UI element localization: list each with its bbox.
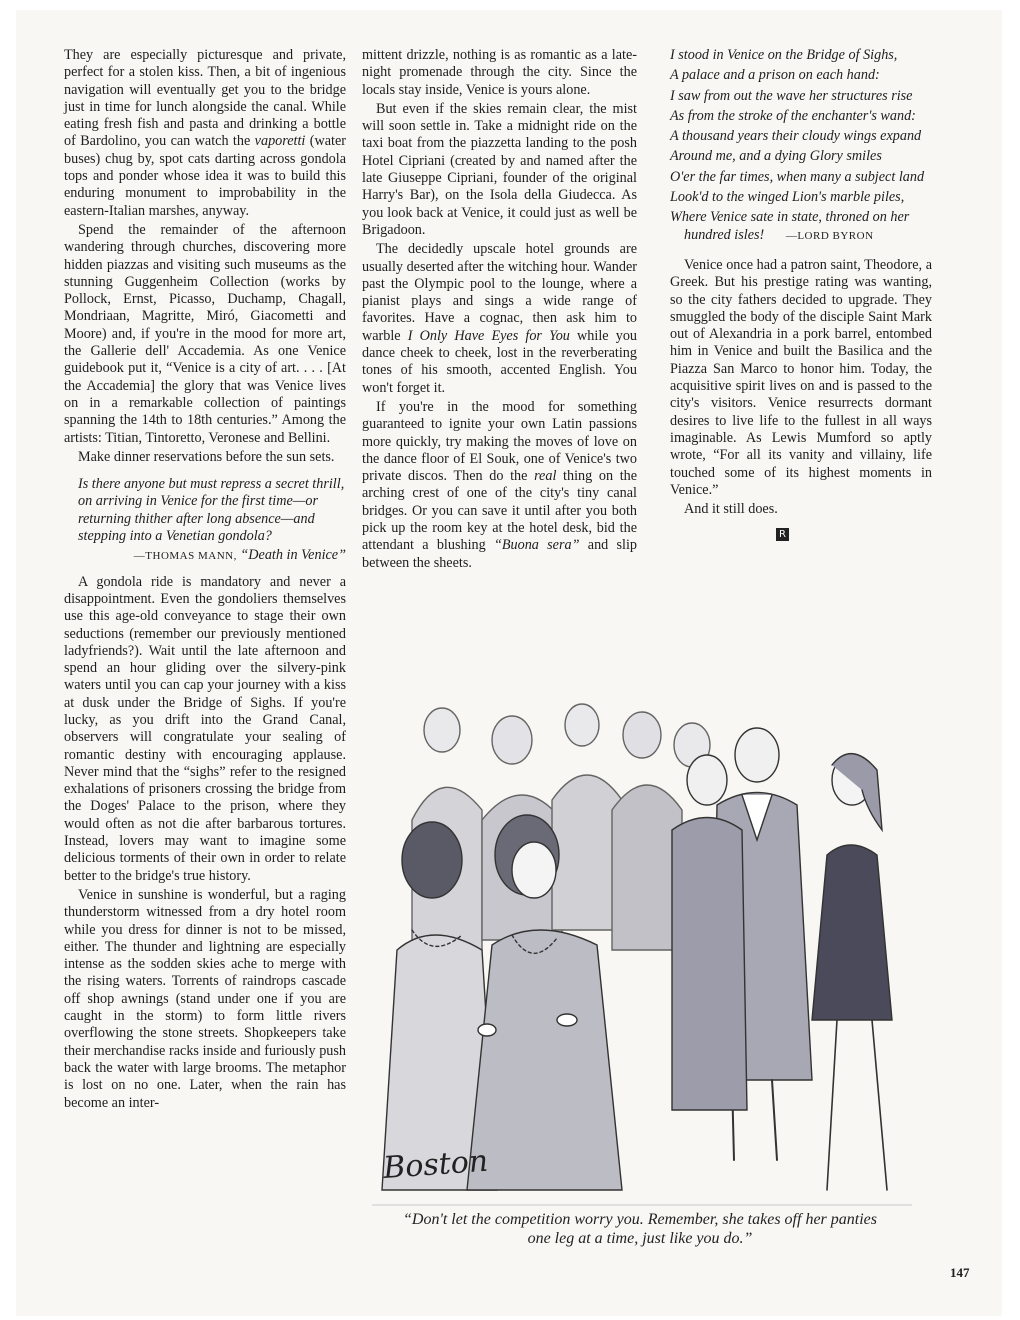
paragraph: Make dinner reservations before the sun sets. <box>78 448 335 465</box>
quote-attribution: —THOMAS MANN, “Death in Venice” <box>133 547 346 564</box>
woman-figure-right <box>812 754 892 1190</box>
paragraph: The decidedly upscale hotel grounds are usually deserted after the witching hour. Wander past the Olympic pool to the lounge, where a pianist plays and sings a wide range of favorites. Have a cognac, then ask him to warble I Only Have Eyes for You while you dance cheek to cheek, lost in the reverberating tones of his smooth, accented English. You won't forget it. <box>362 241 638 396</box>
paragraph: Spend the remainder of the afternoon wandering through churches, discovering more hidden piazzas and visiting such museums as the stunning Guggenheim Collection (works by Pollock, Ernst, Picasso, Duchamp, Chagall, Mondriaan, Magritte, Miró, Giacometti and Moore) and, if you're in the mood for more art, the Gallerie dell' Accademia. As one Venice guidebook put it, “Venice is a city of art. . . . [At the Accademia] the glory that was Venice lives on in a remarkable collection of paintings spanning the 14th to 18th centuries.” Among the artists: Titian, Tintoretto, Veronese and Bellini. <box>64 221 346 446</box>
poem-line: I saw from out the wave her structures rise <box>670 87 913 104</box>
paragraph: mittent drizzle, nothing is as romantic as a late-night promenade through the city. Since the locals stay inside, Venice is yours alone. <box>362 47 637 98</box>
paragraph: A gondola ride is mandatory and never a disappointment. Even the gondoliers themselves use this age-old conveyance to stage their own seductions (remember our previously mentioned ladyfriends?). Wait until the late afternoon and spend an hour gliding over the silvery-pink waters until you can cap your journey with a kiss at dusk under the Bridge of Sighs. If you're lucky, as you drift into the Grand Canal, observers will congratulate your sealing of romantic destiny with encouraging applause. Never mind that the “sighs” refer to the resigned exhalations of prisoners crossing the bridge from the Doges' Palace to the prison, where they would often as not die after barbarous tortures. Instead, lovers may want to imagine some delicious torments of their own in order to relate better to the bridge's true history. <box>64 573 346 884</box>
quote-text: Is there anyone but must repress a secret thrill, on arriving in Venice for the first time—or returning thither after long absence—and stepping into a Venetian gondola? <box>78 476 345 545</box>
article-column-3 <box>670 47 932 541</box>
poem-line: A palace and a prison on each hand: <box>670 67 880 84</box>
crowd-background <box>412 704 710 950</box>
pull-quote-mann <box>64 476 346 565</box>
poem-line: Around me, and a dying Glory smiles <box>670 148 882 165</box>
paragraph: If you're in the mood for something guaranteed to ignite your own Latin passions more quickly, try making the moves of love on the dance floor of El Souk, one of Venice's two private discos. Then do the real thing on the arching crest of one of the city's tiny canal bridges. Or you can save it until after you both pick up the room key at the hotel desk, bid the attendant a blushing “Buona sera” and slip between the sheets. <box>362 398 638 571</box>
paragraph: Venice once had a patron saint, Theodore, a Greek. But his prestige rating was wanting, so the city fathers decided to upgrade. They smuggled the body of the disciple Saint Mark out of Alexandria in a pork barrel, entombed him in Venice and built the Basilica and the Piazza San Marco to honor him. Today, the acquisitive spirit lives on and is passed to the city's visitors. Venice resurrects dormant desires to live life to the fullest in all ways imaginable. As Lewis Mumford so aptly wrote, “For all its vanity and villainy, life touched some of its highest moments in Venice.” <box>670 256 932 498</box>
poem-line: A thousand years their cloudy wings expand <box>670 128 922 145</box>
paragraph: They are especially picturesque and private, perfect for a stolen kiss. Then, a bit of ingenious navigation will eventually get you to the bridge just in time for lunch alongside the canal. While eating fresh fish and pasta and drinking a bottle of Bardolino, you can watch the vaporetti (water buses) chug by, spot cats darting across gondola tops and ponder whose idea it was to build this enduring monument to improbability in the eastern-Italian marshes, anyway. <box>64 47 347 219</box>
artist-signature: Boston <box>382 1143 490 1186</box>
poem-line: I stood in Venice on the Bridge of Sighs, <box>670 47 898 63</box>
poem-line: O'er the far times, when many a subject land <box>670 168 925 185</box>
end-mark-icon: R <box>776 528 789 541</box>
paragraph: But even if the skies remain clear, the mist will soon settle in. Take a midnight ride on the taxi boat from the piazzetta landing to the posh Hotel Cipriani (created by and named after the late Giuseppe Cipriani, founder of the original Harry's Bar), on the Isola della Giudecca. As you look back at Venice, it could just as well be Brigadoon. <box>362 100 637 238</box>
cartoon-caption: “Don't let the competition worry you. Remember, she takes off her panties one leg at a time, just like you do.” <box>402 1211 877 1247</box>
article-column-1 <box>64 47 346 1112</box>
cartoon-illustration <box>372 690 912 1210</box>
page-number: 147 <box>950 1265 970 1280</box>
poem-attribution: —LORD BYRON <box>785 229 874 242</box>
poem-line: Where Venice sate in state, throned on her hundred isles! —LORD BYRON <box>670 209 910 243</box>
paragraph: Venice in sunshine is wonderful, but a raging thunderstorm witnessed from a dry hotel room while you dress for dinner is not to be missed, either. The thunder and lightning are especially intense as the sodden skies ache to merge with the rising waters. Torrents of raindrops cascade off shop awnings (stand under one if you are caught in the storm) to form little rivers overflowing the stone streets. Shopkeepers take their merchandise racks inside and furiously push back the water with large brooms. The metaphor is lost on no one. Later, when the rain has become an inter- <box>64 886 346 1111</box>
article-column-2 <box>362 47 637 572</box>
poem-line: As from the stroke of the enchanter's wand: <box>670 107 916 124</box>
paragraph: And it still does. <box>684 501 778 518</box>
byron-poem <box>670 47 932 245</box>
poem-line: Look'd to the winged Lion's marble piles, <box>670 189 905 206</box>
